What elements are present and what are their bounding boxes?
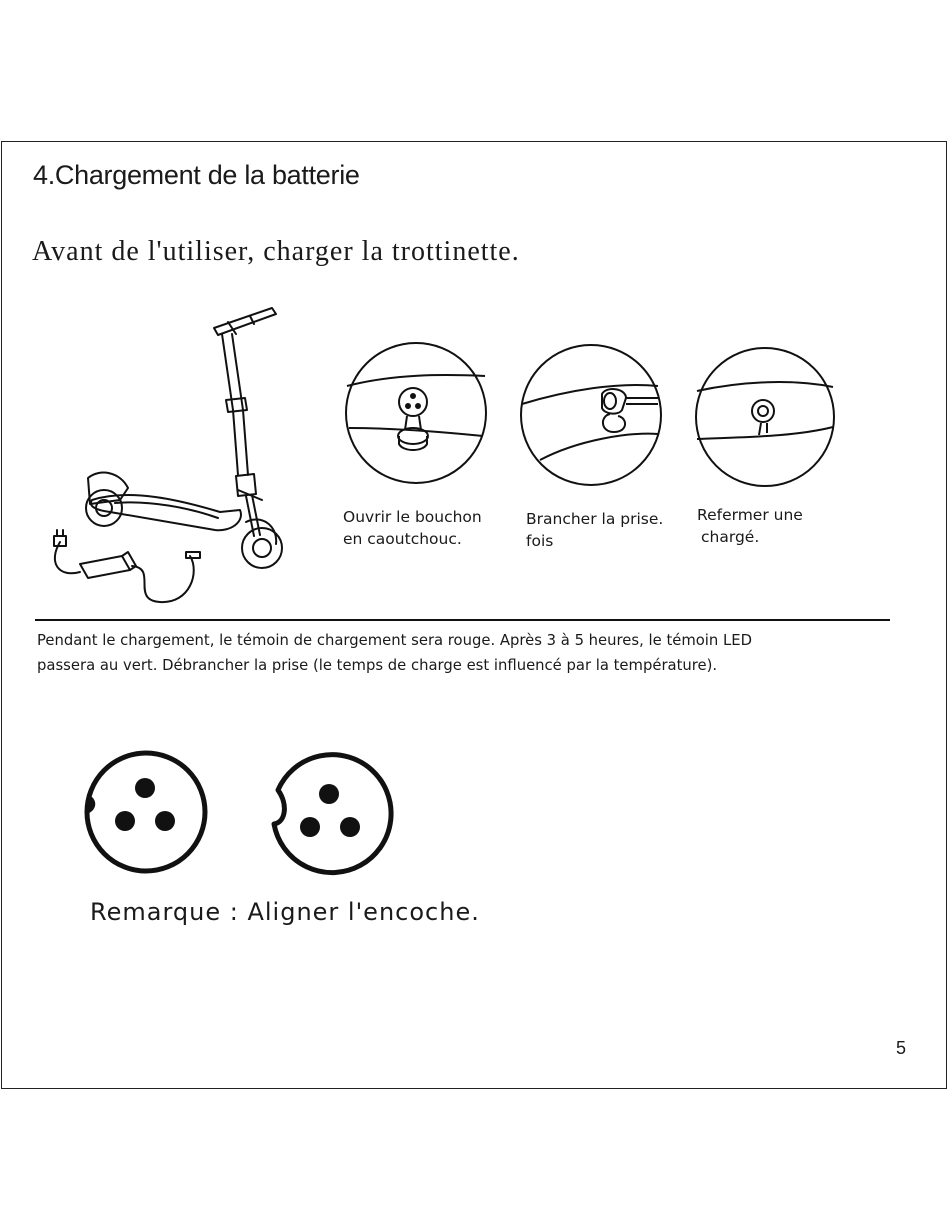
section-divider (35, 619, 890, 621)
charging-info (37, 628, 897, 678)
socket-notch-left-icon (80, 746, 212, 878)
cap-closed-icon (693, 345, 837, 489)
step-2-caption (526, 508, 663, 552)
intro-text: Avant de l'utiliser, charger la trottinette. (32, 236, 520, 267)
step-3-line-1: Refermer une (697, 506, 803, 524)
step-3-line-2: chargé. (701, 528, 760, 546)
step-1-line-1: Ouvrir le bouchon (343, 508, 482, 526)
page-number: 5 (896, 1038, 907, 1058)
scooter-with-charger-illustration (40, 300, 290, 610)
step-3-caption (697, 504, 803, 548)
charging-info-line-2: passera au vert. Débrancher la prise (le temps de charge est influencé par la température). (37, 657, 718, 674)
step-1-caption (343, 506, 482, 550)
step-1-line-2: en caoutchouc. (343, 530, 462, 548)
alignment-note: Remarque : Aligner l'encoche. (90, 898, 480, 926)
plug-connected-icon (518, 342, 664, 488)
section-title: 4.Chargement de la batterie (33, 160, 360, 190)
rubber-cap-open-icon (343, 340, 489, 486)
step-2-line-2: fois (526, 532, 554, 550)
page-frame (1, 141, 947, 1089)
charging-info-line-1: Pendant le chargement, le témoin de chargement sera rouge. Après 3 à 5 heures, le témoin LED (37, 632, 752, 649)
plug-notch-left-icon (264, 746, 396, 878)
step-2-line-1: Brancher la prise. (526, 510, 664, 528)
